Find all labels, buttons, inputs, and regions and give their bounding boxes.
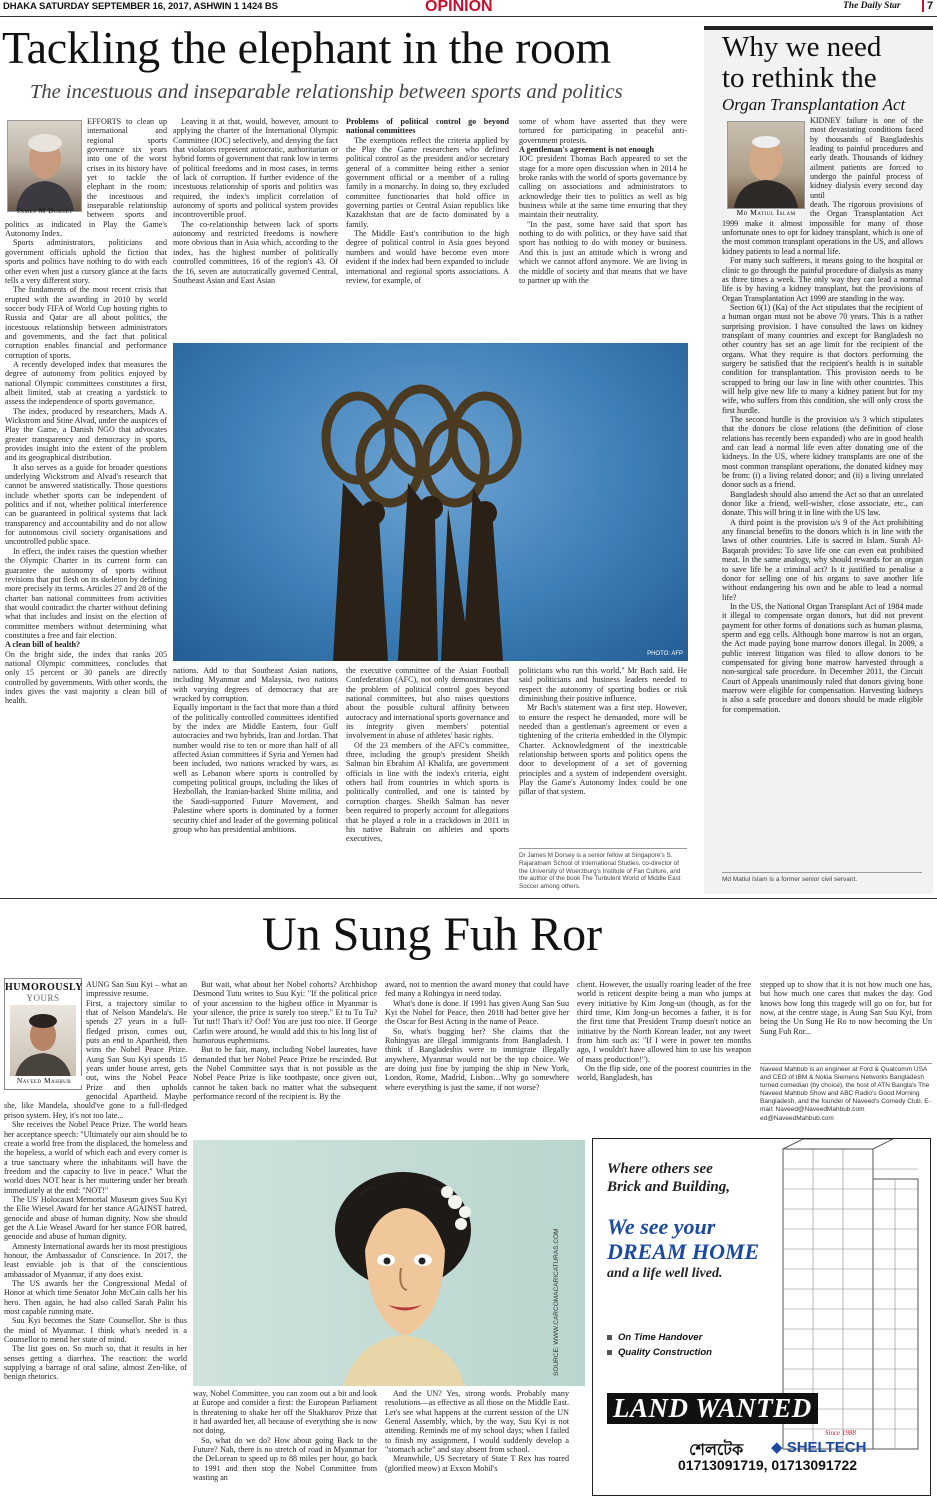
paragraph: client. However, the usually roaring leader of the free world is reticent despite being a man who jumps at every initiative by Kim Jong-un (though, as for the third time, Kim Jong-un becomes a father, it is for the first time that President Trump doesn't notice an initiative by the North Korean leader, not any tweet from him such as: "If I were in power ten months ago, I wouldn't have allowed him to use his weapon of mass production!"). [577, 980, 751, 1064]
paragraph: Amnesty International awards her its most prestigious honour, the Ambassador of Conscience. In 2017, the least enviable job is that of the conscientious ambassador of Myanmar, if any does exist. [4, 1241, 187, 1279]
article1-col1 [5, 117, 167, 895]
article1-col2 [173, 117, 338, 339]
sheltech-since: Since 1988 [825, 1429, 856, 1437]
paragraph: Suu Kyi becomes the State Counsellor. She is thus the mind of Myanmar. I think what's needed is a Counsellor to mend her state of mind. [4, 1316, 187, 1345]
kicker-line2: YOURS [26, 993, 60, 1003]
paragraph: stepped up to show that it is not how much one has, but how much one cares that makes the day. God knows how long this tragedy will go on for, but for now, at the centre stage, is Aung San Suu Kyi, from being the Un Sung He Ro to now becoming the Un Sung Fuh Ror... [760, 980, 932, 1036]
ad-phone[interactable]: 01713091719, 01713091722 [678, 1457, 858, 1473]
section-divider [0, 898, 937, 899]
article3-lead: AUNG San Suu Kyi – what an impressive resume. [86, 980, 187, 999]
article2-headline-line1: Why we need [722, 31, 882, 63]
paragraph: Mr Bach's statement was a first step. However, to ensure the respect he demanded, more will be needed than a gentleman's agreement or even a tightening of the criteria embedded in the Olympic Charter. Acknowledgment of the inextricable relationship between sports and politics opens the door to development of a set of governing principles and a system of independent oversight. Play the Game's Autonomy Index could be one pillar of that system. [519, 703, 687, 797]
paragraph: The second hurdle is the provision u/s 3 which stipulates that the donors be close relations (the definition of close relations has recently been expanded) who are in good health and can lead a normal life even after donating one of the kidneys. In the US, where kidney transplants are one of the most common transplant operations, the donated kidney may be from: (i) a living related donor; and (ii) a living unrelated donor such as a friend. [722, 415, 923, 490]
paragraph: And the UN? Yes, strong words. Probably many resolutions—as effective as all those on the Middle East. Let's see what happens at the current session of the UN General Assembly, which, by the way, Suu Kyi is not attending. Reminds me of my school days; when I failed to finish my assignment, I would suddenly develop a "stomach ache" and stay absent from school. [385, 1389, 569, 1455]
article3-col3 [385, 980, 569, 1138]
article3-bio: Naveed Mahbub is an engineer at Ford & Qualcomm USA and CEO of IBM & Nokia Siemens Networks Bangladesh turned comedian (by choice), the host of ATN Bangla's The Naveed Mahbub Show and ABC Radio's Good Morning Bangladesh, and the founder of Naveed's Comedy Club. E-mail: Naveed@NaveedMahbub.com ed@NaveedMahbub.com [760, 1066, 931, 1122]
paragraph: The co-relationship between lack of sports autonomy and restricted freedoms is nowhere more obvious than in Asia which, according to the index, has the highest number of politically controlled committees, 16 of the region's 43. Of the 16, seven are autocratically governed Central, Southeast Asian and East Asian [173, 219, 338, 285]
article2-deck: Organ Transplantation Act [722, 95, 906, 114]
paragraph: So, what do we do? How about going Back to the Future? Nah, there is no stretch of road in Myanmar for the DeLorean to speed up to 88 miles per hour, go back to 1991 and then stop the Nobel Committee from wasting an [193, 1435, 377, 1483]
article1-col4 [519, 117, 687, 339]
paragraph: The US' Holocaust Memorial Museum gives Suu Kyi the Elie Wiesel Award for her stance AGAINST hatred, genocide and abuse of human dignity. Now she should get the A Lie Weasel Award for her stance FOR hatred, genocide and abuse of human dignity. [4, 1194, 187, 1242]
article2-bio: Md Matiul Islam is a former senior civil servant. [722, 876, 858, 883]
paragraph: It also serves as a guide for broader questions underlying Wickstrom and Alvad's research that cannot be answered statistically. Those questions include whether sports can be independent of politics and if not, whether political interference can be guaranteed in political systems that lack transparency and accountability and do not allow for autonomous civil society organisations and uncontrolled public space. [5, 462, 167, 547]
paragraph: Bangladesh should also amend the Act so that an unrelated donor like a friend, well-wisher, close associate, etc., can donate. This will bring it in line with the US law. [722, 489, 923, 518]
article3-headline: Un Sung Fuh Ror [262, 908, 603, 961]
paragraph: So, what's bugging her? She claims that the Rohingyas are illegal immigrants from Bangladesh. I think if Bangladeshis were to immigrate illegally anywhere, Myanmar would not be the top choice. We are doing just fine by jumping the ship in New York, London, Rome, Madrid, Lisbon…Why go somewhere where everything is just the same, if not worse? [385, 1026, 569, 1092]
paragraph: For many such sufferers, it means going to the hospital or clinic to go through the painful procedure of dialysis as many as three times a week. The only way they can lead a normal life is by having a kidney transplant, but the provisions of Organ Transplantation Act 1999 are standing in the way. [722, 256, 923, 303]
article2-headline-line2: to rethink the [722, 62, 877, 94]
article3-col3-bottom [385, 1389, 569, 1497]
paragraph: nations. Add to that Southeast Asian nations, including Myanmar and Malaysia, two nations with varying degrees of democracy that are wracked by corruption. [173, 666, 338, 704]
brand-text: SHELTECH [786, 1439, 867, 1456]
article1-bio: Dr James M Dorsey is a senior fellow at Singapore's S. Rajaratnam School of International Studies, co-director of the University of Wuerzburg's Institute of Fan Culture, and the author of the book The Turbulent World of Middle East Soccer among others. [519, 852, 681, 891]
sheltech-logo [771, 1438, 866, 1456]
paragraph: What's done is done. If 1991 has given Aung San Suu Kyi the Nobel for Peace, then 2018 had better give her the Oscar for Best Acting in the name of Peace. [385, 998, 569, 1027]
paragraph: way, Nobel Committee, you can zoom out a bit and look at Europe and consider a first: the European Parliament is threatening to shake her off the Shakharov Prize that it had awarded her, all because of everything she is now not doing. [193, 1389, 377, 1436]
ad-tagline-2: Brick and Building, [607, 1179, 730, 1195]
paragraph: The list goes on. So much so, that it results in her senses getting a diarrhea. The reaction: the world supplying a barrage of oral saline, almost Zen-like, of benign rhetorics. [4, 1344, 187, 1382]
ad-subline: and a life well lived. [607, 1266, 723, 1281]
paragraph: The index, produced by researchers, Mads A. Wickstrom and Stine Alvad, under the auspices of Play the Game, a Danish NGO that advocates greater transparency and democracy in sports, provides insight into the extent of the problem and its geographical distribution. [5, 406, 167, 463]
article3-col4 [577, 980, 751, 1138]
paragraph: On the bright side, the index that ranks 205 national Olympic committees, concludes that only 15 percent or 30 panels are directly controlled by governments. With other words, the index gives the vast majority a clean bill of health. [5, 649, 167, 706]
article3-col2 [193, 980, 377, 1138]
subhead: A gentleman's agreement is not enough [519, 145, 654, 155]
ad-bullet-2 [607, 1347, 712, 1358]
paragraph: In effect, the index raises the question whether the Olympic Charter in its current form can guarantee the autonomy of sports without revisions that put flesh on its skeleton by defining more precisely its terms. Articles 27 and 28 of the charter ban national committees from activities that would contradict the charter without defining what that includes and insist on the election of committee members without determining what constitutes a free and fair election. [5, 546, 167, 640]
logo-icon: ◆ [771, 1439, 787, 1456]
article1-col4-bottom [519, 666, 687, 846]
article2-body [722, 116, 923, 866]
caricature-source: SOURCE: WWW.CARCOMACARICATURAS.COM [553, 1228, 560, 1376]
ad-headline-2: DREAM HOME [607, 1239, 760, 1264]
paragraph: A recently developed index that measures the degree of autonomy from politics enjoyed by national Olympic committees constitutes a first, albeit limited, stab at creating a yardstick to assess the independence of sports governance. [5, 359, 167, 407]
paragraph: Leaving it at that, would, however, amount to applying the charter of the International Olympic Committee (IOC) selectively, and denying the fact that violators represent autocratic, authoritarian or hybrid forms of government that rank low in terms of political freedoms and in most cases, in terms of lack of corruption. If further evidence of the incestuous relationship of sports and politics was required, the index's implicit correlation of autonomy of sports and political system provides incontrovertible proof. [173, 117, 338, 220]
article2-lead: KIDNEY failure is one of the most devastating conditions faced by thousands of Bangladeshis leading to painful procedures and early death. Thousands of kidney ailment patients are forced to undergo the painful process of kidney dialysis every second day until [810, 116, 923, 200]
article1-col2-bottom [173, 666, 338, 894]
paragraph: politicians who run this world," Mr Bach said. He said politicians and business leaders needed to respect the autonomy of sporting bodies or risk diminishing their positive influence. [519, 666, 687, 704]
bio-rule [519, 848, 687, 849]
article3-col1 [4, 980, 187, 1496]
paragraph: Of the 23 members of the AFC's committee, three, including the group's president Sheikh Salman bin Ebrahim Al Khalifa, are government officials in line with the index's criteria, eight others hail from countries in which sports is politically controlled, and one is tainted by corruption charges. Sheikh Salman has never been required to properly account for allegations that he played a role in a crackdown in 2011 in his native Bahrain on athletes and sports executives, [346, 740, 509, 844]
paragraph: some of whom have asserted that they were tortured for participating in peaceful anti-government protests. [519, 117, 687, 145]
article1-lead: EFFORTS to clean up international and regional sports governance six years into one of the worst crises in its history have yet to tackle the elephant in the room: the incestuous and inseparable relationship between sports and politics as indicated in Play the Game's Autonomy Index. [5, 117, 167, 239]
paragraph: Meanwhile, US Secretary of State T Rex has roared (glorified meow) at Exxon Mobil's [385, 1454, 569, 1473]
header-rule [0, 16, 937, 17]
bullet-icon [607, 1335, 612, 1340]
paragraph: Equally important is the fact that more than a third of the politically controlled committees identified by the index are Middle Eastern, four Gulf autocracies and two hybrids, Iran and Jordan. That number would rise to ten or more than half of all affected Asian committees if Syria and Yemen had been included, two nations wracked by wars, as well as Lebanon where sports is controlled by competing political groups, including the likes of Hezbollah, the Iranian-backed Shiite militia, and the Saudi-supported Future Movement, and Palestine where sports is dominated by a former security chief and leader of the governing political group who has presidential ambitions. [173, 703, 338, 834]
article1-col3 [346, 117, 509, 339]
sheltech-advertisement[interactable] [592, 1138, 931, 1496]
caricature-icon [193, 1140, 585, 1386]
paragraph: But to be fair, many, including Nobel laureates, have demanded that her Nobel Peace Prize be rescinded. But the Nobel Committee says that is not possible as the Nobel Peace Prize is like toothpaste, once given out, cannot be taken back no matter what the subsequent performance record of the recipient is. By the [193, 1045, 377, 1102]
paragraph: The Middle East's contribution to the high degree of political control in Asia goes beyond numbers and would have become even more evident if the index had been expanded to include international and regional sports associations. A review, for example, of [346, 229, 509, 285]
paragraph: In the US, the National Organ Transplant Act of 1984 made it illegal to compensate organ donors, but did not prevent payment for other forms of donations such as human plasma, sperm and egg cells. Although bone marrow is not an organ, the Act made paying bone marrow donors illegal. In 2009, a public interest litigation was filed to allow donors to be compensated for giving bone marrow harvested through a non-surgical safe procedure. In December 2011, the Circuit Court of Appeals unanimously ruled that donors giving bone marrow were eligible for compensation. Harvesting kidneys is also a safe procedure and donors should be made eligible for compensation. [722, 601, 923, 714]
paragraph: "In the past, some have said that sport has nothing to do with politics, or they have said that sport has nothing to do with money or business. And this is just an attitude which is wrong and which we cannot afford anymore. We are living in the middle of society and that means that we have to partner up with the [519, 219, 687, 285]
paragraph: She receives the Nobel Peace Prize. The world hears her acceptance speech: "Ultimately our aim should be to create a world free from the displaced, the homeless and the hopeless, a world of which each and every corner is a true sanctuary where the inhabitants will have the freedom and the capacity to live in peace." What the world does NOT hear is her muttering under her breath immediately at the end: "NOT!" [4, 1120, 187, 1195]
article3-col5 [760, 980, 932, 1060]
article3-col2-bottom [193, 1389, 377, 1497]
ad-headline-1: We see your [607, 1214, 716, 1239]
paragraph: But wait, what about her Nobel cohorts? Archbishop Desmond Tutu writes to Suu Kyi: "If the political price of your ascension to the highest office in Myanmar is your silence, the price is surely too steep." Et tu Tu Tu? Tut tut!! That's it? Oof! You are just too nice. If George Carlin were around, he would add this to his long list of humorous euphemisms. [193, 980, 377, 1046]
article1-col3-bottom [346, 666, 509, 894]
paragraph: On the flip side, one of the poorest countries in the world, Bangladesh, has [577, 1064, 751, 1083]
paragraph: A third point is the provision u/s 9 of the Act prohibiting any financial benefits to the donors which is in line with the laws of other countries. Life is sacred in Islam. Surah Al-Baqarah provides: To save life one can even eat prohibited meat. In the same analogy, why should rewards for an organ to save life be a criminal act? Is it justified to penalise a donor for selling one of his organs to save another life without endangering his own and be able to lead a normal life? [722, 517, 923, 602]
subhead: Problems of political control go beyond national committees [346, 117, 509, 136]
bio-rule [760, 1063, 932, 1064]
suu-kyi-caricature [193, 1140, 585, 1386]
paragraph: The fundaments of the most recent crisis that erupted with the awarding in 2010 by world soccer body FIFA of World Cup hosting rights to Russia and Qatar are all about politics, the incestuous relationship between administrators and governments, and the fact that political corruption enables financial and performance corruption of sports. [5, 285, 167, 360]
section-label: OPINION [425, 0, 493, 15]
paragraph: death. The rigorous provisions of the Organ Transplantation Act 1999 make it almost impossible for many of those unfortunate ones to opt for kidney transplant, which is one of the most common transplant operations in the US, and allows kidney patients to lead a normal life. [722, 200, 923, 256]
ad-tagline-1: Where others see [607, 1161, 713, 1177]
kicker-line1: HUMOROUSLY [5, 982, 83, 993]
olympic-rings-icon [173, 343, 688, 661]
subhead: A clean bill of health? [5, 640, 81, 650]
article1-headline: Tackling the elephant in the room [2, 22, 611, 73]
sheltech-brand-bn: শেলটেক [689, 1442, 744, 1459]
paragraph: IOC president Thomas Bach appeared to set the stage for a more open discussion when in 2014 he broke ranks with the world of sports governance by calling on associations and administrators to acknowledge their ties to politics as well as big business while at the same time ensuring that they maintain their neutrality. [519, 154, 687, 220]
bullet-text: Quality Construction [618, 1347, 712, 1358]
article1-byline: James M Dorsey [16, 206, 74, 215]
photo-credit: PHOTO: AFP [647, 651, 683, 657]
paragraph: The US awards her the Congressional Medal of Honor at which time Senator John McCain calls her his hero. Then again, he had also called Sarah Palin his most capable running mate. [4, 1279, 187, 1317]
paragraph: Section 6(1) (Ka) of the Act stipulates that the recipient of a human organ must not be above 70 years. This is a rather surprising provision. I have consulted the laws on kidney transplant of many countries and except for Bangladesh no other country has set an age limit for the recipient of the organs. What they require is that doctors performing the surgery be satisfied that the recipient's health is in suitable condition for transplantation. This provision needs to be scrapped to bring our law in line with other countries. This will help give new life to many a kidney patient but for my wife, who suffers from this condition, she will only cross the first hurdle. [722, 302, 923, 415]
article1-deck: The incestuous and inseparable relationship between sports and politics [30, 81, 623, 103]
article3-byline: Naveed Mahbub [5, 1076, 83, 1085]
paragraph: The exemptions reflect the criteria applied by the Play the Game researchers who defined political control as the president and/or secretary general of a committee being either a senior government official or a member of a ruling family in a monarchy. In doing so, they excluded committee functionaries that hold office in governing parties or Central Asian republics like Kazakhstan that are de facto dominated by a family. [346, 135, 509, 229]
land-wanted-banner: LAND WANTED [607, 1393, 818, 1424]
paragraph: Sports administrators, politicians and government officials uphold the fiction that sports and politics have nothing to do with each other even when just a cursory glance at the facts tells a very different story. [5, 238, 167, 285]
article2-byline: Md Matiul Islam [736, 208, 796, 217]
masthead: The Daily Star [843, 1, 901, 11]
bio-rule [722, 872, 922, 873]
olympic-rings-sculpture-photo [173, 343, 688, 661]
paragraph: award, not to mention the award money that could have fed many a Rohingya in need today. [385, 980, 569, 999]
dateline: DHAKA SATURDAY SEPTEMBER 16, 2017, ASHWIN 1 1424 BS [3, 1, 278, 12]
bullet-text: On Time Handover [618, 1332, 703, 1343]
paragraph: First, a trajectory similar to that of Nelson Mandela's. He spends 27 years in a full-fledged prison, comes out, puts an end to Apartheid, then wins the Nobel Peace Prize. Aung San Suu Kyi spends 15 years under house arrest, gets out, wins the Nobel Peace Prize and then upholds genocidal Apartheid. Maybe she, like Mandela, should've gone to a full-fledged prison system. Hey, it's not too late... [4, 998, 187, 1120]
ad-bullet-1 [607, 1332, 702, 1343]
paragraph: the executive committee of the Asian Football Confederation (AFC), not only demonstrates that the problem of political control goes beyond national committees, but also raises questions about the possible cultural affinity between autocracy and international sports governance and its integrity given members' potential involvement in abuse of athletes' basic rights. [346, 666, 509, 741]
bullet-icon [607, 1350, 612, 1355]
page-number: 7 [922, 0, 933, 12]
